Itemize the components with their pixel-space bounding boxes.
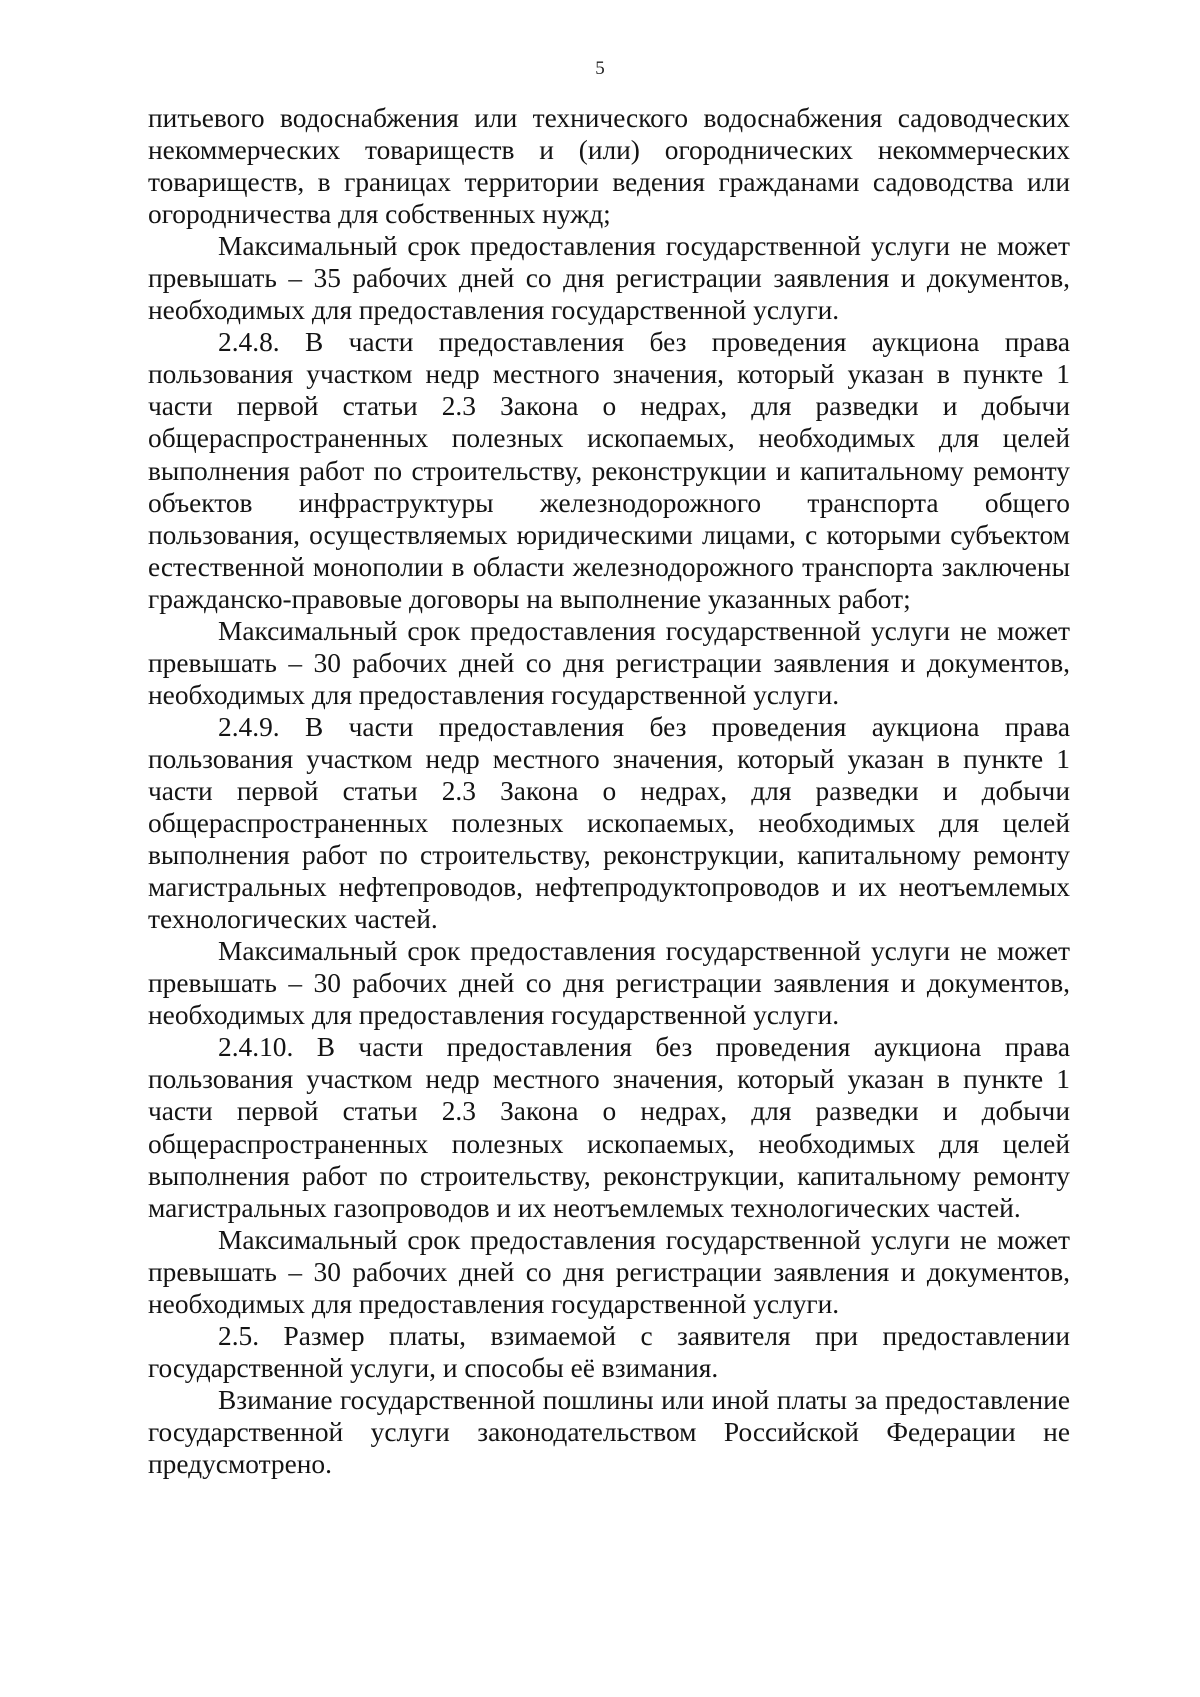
paragraph-section-2-4-8: 2.4.8. В части предоставления без проведения аукциона права пользования участком недр местного значения, который указан в пункте 1 части первой статьи 2.3 Закона о недрах, для разведки и добычи общераспространенных полезных ископаемых, необходимых для целей выполнения работ по строительству, реконструкции и капитальному ремонту объектов инфраструктуры железнодорожного транспорта общего пользования, осуществляемых юридическими лицами, с которыми субъектом естественной монополии в области железнодорожного транспорта заключены гражданско-правовые договоры на выполнение указанных работ; [148, 327, 1070, 614]
paragraph-section-2-5: 2.5. Размер платы, взимаемой с заявителя при предоставлении государственной услуги, и способы её взимания. [148, 1320, 1070, 1383]
paragraph-max-term-2-4-9: Максимальный срок предоставления государственной услуги не может превышать – 30 рабочих дней со дня регистрации заявления и документов, необходимых для предоставления государственной услуги. [148, 936, 1070, 1031]
paragraph-fee-not-provided: Взимание государственной пошлины или иной платы за предоставление государственной услуги законодательством Российской Федерации не предусмотрено. [148, 1384, 1070, 1479]
paragraph-section-2-4-9: 2.4.9. В части предоставления без проведения аукциона права пользования участком недр местного значения, который указан в пункте 1 части первой статьи 2.3 Закона о недрах, для разведки и добычи общераспространенных полезных ископаемых, необходимых для целей выполнения работ по строительству, реконструкции, капитальному ремонту магистральных нефтепроводов, нефтепродуктопроводов и их неотъемлемых технологических частей. [148, 711, 1070, 935]
paragraph-max-term-35-days: Максимальный срок предоставления государственной услуги не может превышать – 35 рабочих дней со дня регистрации заявления и документов, необходимых для предоставления государственной услуги. [148, 231, 1070, 326]
paragraph-max-term-2-4-8: Максимальный срок предоставления государственной услуги не может превышать – 30 рабочих дней со дня регистрации заявления и документов, необходимых для предоставления государственной услуги. [148, 615, 1070, 710]
paragraph-max-term-2-4-10: Максимальный срок предоставления государственной услуги не может превышать – 30 рабочих дней со дня регистрации заявления и документов, необходимых для предоставления государственной услуги. [148, 1224, 1070, 1319]
paragraph-water-supply-continuation: питьевого водоснабжения или технического водоснабжения садоводческих некоммерческих товариществ и (или) огороднических некоммерческих товариществ, в границах территории ведения гражданами садоводства или огородничества для собственных нужд; [148, 103, 1070, 230]
paragraph-section-2-4-10: 2.4.10. В части предоставления без проведения аукциона права пользования участком недр местного значения, который указан в пункте 1 части первой статьи 2.3 Закона о недрах, для разведки и добычи общераспространенных полезных ископаемых, необходимых для целей выполнения работ по строительству, реконструкции, капитальному ремонту магистральных газопроводов и их неотъемлемых технологических частей. [148, 1032, 1070, 1223]
page-number: 5 [595, 58, 605, 79]
document-body [148, 102, 1070, 1480]
